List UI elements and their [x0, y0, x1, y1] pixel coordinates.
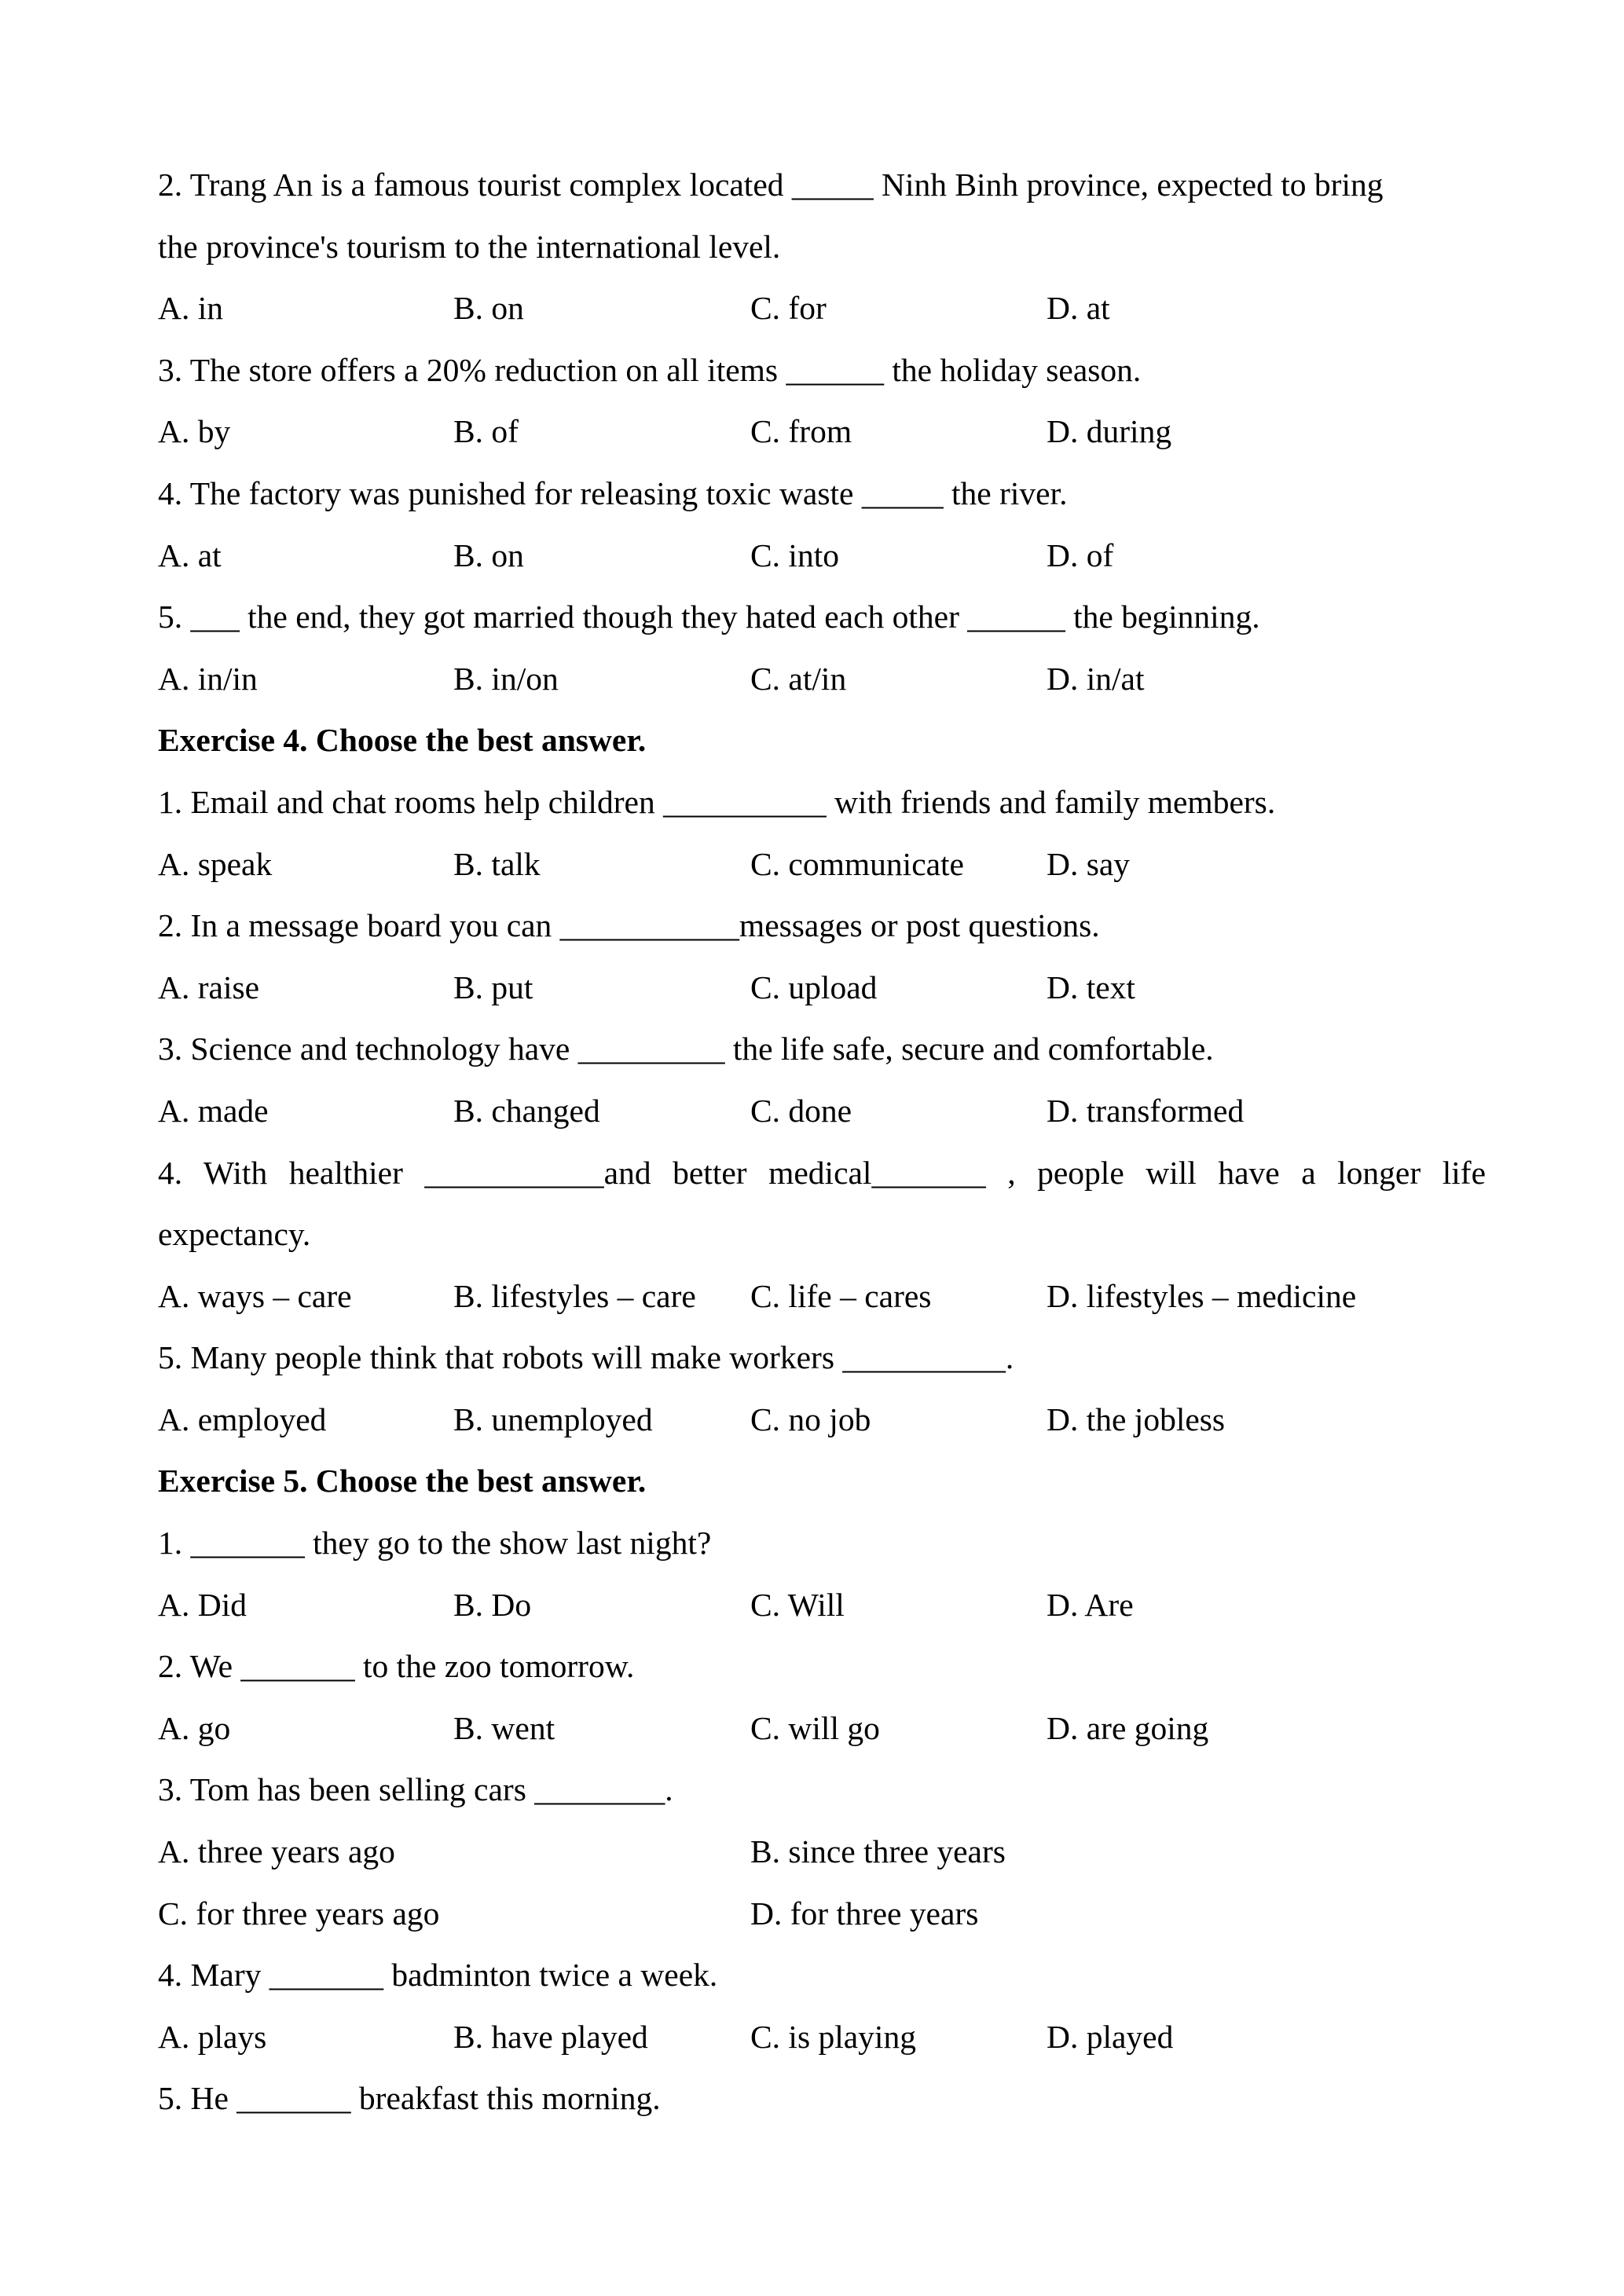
- answer-option-d[interactable]: D. of: [1047, 536, 1114, 573]
- answer-option-b[interactable]: B. of: [453, 413, 519, 450]
- ex5-q4-opts: [158, 2006, 1486, 2068]
- exercise-content: [158, 154, 1486, 2129]
- answer-option-a[interactable]: A. raise: [158, 969, 260, 1005]
- ex4-q1-opts: [158, 833, 1486, 895]
- answer-option-d[interactable]: D. during: [1047, 413, 1172, 450]
- answer-option-d[interactable]: D. played: [1047, 2018, 1174, 2055]
- answer-option-d[interactable]: D. Are: [1047, 1586, 1134, 1623]
- answer-option-a[interactable]: A. three years ago: [158, 1833, 395, 1870]
- answer-option-b[interactable]: B. have played: [453, 2018, 648, 2055]
- ex5-q1-opts: [158, 1574, 1486, 1636]
- ex5-heading: Exercise 5. Choose the best answer.: [158, 1463, 647, 1500]
- ex5-q5-text-line: 5. He _______ breakfast this morning.: [158, 2080, 661, 2117]
- answer-option-c[interactable]: C. Will: [750, 1586, 845, 1623]
- answer-option-c[interactable]: C. upload: [750, 969, 878, 1005]
- ex4-heading: Exercise 4. Choose the best answer.: [158, 722, 647, 759]
- ex4-q4-text-line: expectancy.: [158, 1216, 311, 1253]
- answer-option-b[interactable]: B. on: [453, 290, 524, 327]
- ex4-q4-text-line: 4. With healthier ___________and better medical_______ , people will have a longer life: [158, 1154, 1486, 1191]
- ex5-q1-text-line: 1. _______ they go to the show last night?: [158, 1525, 712, 1562]
- answer-option-c[interactable]: C. from: [750, 413, 852, 450]
- ex4-q3-opts: [158, 1080, 1486, 1142]
- ex5-q3-opts-ab: [158, 1821, 1486, 1883]
- answer-option-b[interactable]: B. lifestyles – care: [453, 1277, 696, 1314]
- answer-option-a[interactable]: A. go: [158, 1709, 231, 1746]
- answer-option-a[interactable]: A. ways – care: [158, 1277, 352, 1314]
- answer-option-c[interactable]: C. at/in: [750, 660, 847, 697]
- ex4-q2-opts: [158, 957, 1486, 1019]
- ex4-q5-opts: [158, 1389, 1486, 1451]
- answer-option-b[interactable]: B. in/on: [453, 660, 559, 697]
- ex5-q3-text-line: 3. Tom has been selling cars ________.: [158, 1771, 673, 1808]
- answer-option-d[interactable]: D. are going: [1047, 1709, 1209, 1746]
- ex5-q2-text-line: 2. We _______ to the zoo tomorrow.: [158, 1648, 635, 1685]
- answer-option-a[interactable]: A. speak: [158, 845, 273, 882]
- answer-option-b[interactable]: B. on: [453, 536, 524, 573]
- answer-option-a[interactable]: A. employed: [158, 1401, 327, 1437]
- answer-option-d[interactable]: D. text: [1047, 969, 1135, 1005]
- answer-option-d[interactable]: D. transformed: [1047, 1092, 1245, 1129]
- answer-option-c[interactable]: C. for three years ago: [158, 1895, 440, 1932]
- ex3-q2-opts: [158, 277, 1486, 339]
- answer-option-d[interactable]: D. lifestyles – medicine: [1047, 1277, 1357, 1314]
- answer-option-a[interactable]: A. at: [158, 536, 222, 573]
- ex4-q3-text-line: 3. Science and technology have _________ the life safe, secure and comfortable.: [158, 1031, 1214, 1067]
- answer-option-b[interactable]: B. went: [453, 1709, 555, 1746]
- answer-option-a[interactable]: A. made: [158, 1092, 269, 1129]
- ex3-q5-opts: [158, 648, 1486, 710]
- ex3-q2-text-line: the province's tourism to the international level.: [158, 228, 781, 265]
- ex4-q4-opts: [158, 1265, 1486, 1327]
- answer-option-a[interactable]: A. in/in: [158, 660, 258, 697]
- ex5-q4-text-line: 4. Mary _______ badminton twice a week.: [158, 1957, 718, 1994]
- answer-option-b[interactable]: B. Do: [453, 1586, 532, 1623]
- answer-option-c[interactable]: C. no job: [750, 1401, 871, 1437]
- answer-option-a[interactable]: A. by: [158, 413, 231, 450]
- answer-option-c[interactable]: C. done: [750, 1092, 852, 1129]
- answer-option-b[interactable]: B. changed: [453, 1092, 600, 1129]
- ex4-q1-text-line: 1. Email and chat rooms help children __________ with friends and family members.: [158, 783, 1276, 820]
- answer-option-c[interactable]: C. for: [750, 290, 827, 327]
- ex3-q5-text-line: 5. ___ the end, they got married though they hated each other ______ the beginning.: [158, 599, 1260, 635]
- ex4-q2-text-line: 2. In a message board you can ___________messages or post questions.: [158, 907, 1100, 944]
- answer-option-c[interactable]: C. communicate: [750, 845, 964, 882]
- ex3-q3-text-line: 3. The store offers a 20% reduction on all items ______ the holiday season.: [158, 351, 1142, 388]
- answer-option-d[interactable]: D. say: [1047, 845, 1131, 882]
- answer-option-c[interactable]: C. into: [750, 536, 839, 573]
- answer-option-d[interactable]: D. for three years: [750, 1895, 979, 1932]
- answer-option-d[interactable]: D. at: [1047, 290, 1110, 327]
- answer-option-c[interactable]: C. life – cares: [750, 1277, 932, 1314]
- answer-option-b[interactable]: B. talk: [453, 845, 541, 882]
- ex3-q2-text-line: 2. Trang An is a famous tourist complex located _____ Ninh Binh province, expected to bring: [158, 167, 1384, 203]
- ex5-q2-opts: [158, 1697, 1486, 1760]
- ex3-q4-text-line: 4. The factory was punished for releasing toxic waste _____ the river.: [158, 474, 1068, 511]
- answer-option-b[interactable]: B. put: [453, 969, 533, 1005]
- answer-option-a[interactable]: A. plays: [158, 2018, 267, 2055]
- ex5-q3-opts-cd: [158, 1883, 1486, 1945]
- answer-option-d[interactable]: D. in/at: [1047, 660, 1145, 697]
- answer-option-b[interactable]: B. unemployed: [453, 1401, 653, 1437]
- answer-option-c[interactable]: C. will go: [750, 1709, 880, 1746]
- answer-option-b[interactable]: B. since three years: [750, 1833, 1006, 1870]
- answer-option-c[interactable]: C. is playing: [750, 2018, 916, 2055]
- ex3-q3-opts: [158, 401, 1486, 463]
- ex3-q4-opts: [158, 525, 1486, 587]
- answer-option-a[interactable]: A. in: [158, 290, 223, 327]
- answer-option-a[interactable]: A. Did: [158, 1586, 247, 1623]
- answer-option-d[interactable]: D. the jobless: [1047, 1401, 1226, 1437]
- ex4-q5-text-line: 5. Many people think that robots will make workers __________.: [158, 1339, 1014, 1376]
